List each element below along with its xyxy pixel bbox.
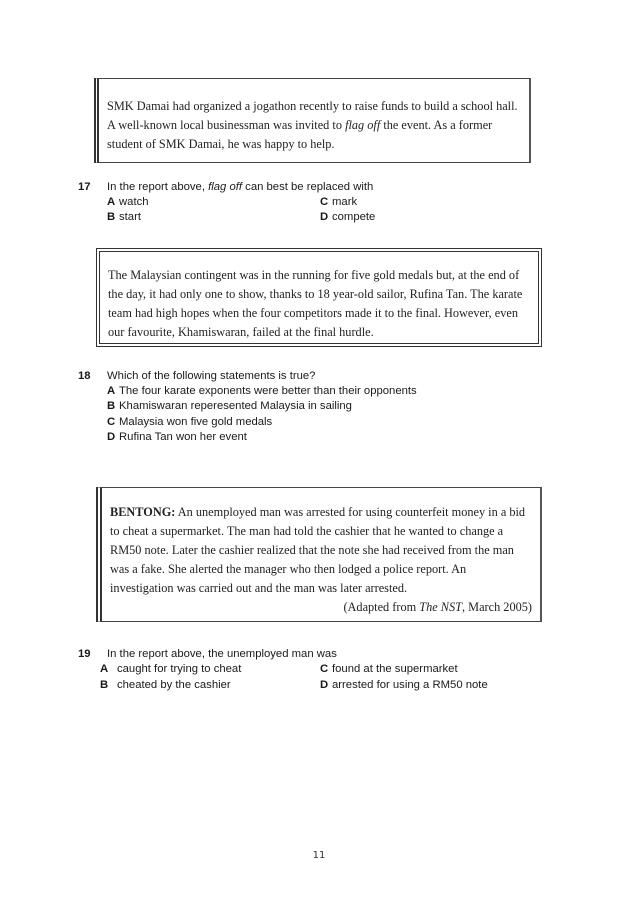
option-b[interactable]: B start bbox=[107, 211, 141, 223]
flag-off-phrase: flag off bbox=[345, 118, 381, 132]
passage-jogathon-text: SMK Damai had organized a jogathon recently to raise funds to build a school hall. A well-known local businessman was invited to flag off the event. As a former student of SMK Damai, he was happy to help. bbox=[107, 99, 518, 151]
option-d[interactable]: D arrested for using a RM50 note bbox=[320, 679, 488, 691]
option-d[interactable]: D Rufina Tan won her event bbox=[107, 431, 247, 443]
question-number: 19 bbox=[78, 648, 91, 660]
option-c[interactable]: C mark bbox=[320, 196, 358, 208]
option-b[interactable]: B cheated by the cashier bbox=[100, 679, 231, 691]
option-d[interactable]: D compete bbox=[320, 211, 376, 223]
question-number: 17 bbox=[78, 181, 91, 193]
question-stem: In the report above, flag off can best be replaced with bbox=[107, 181, 374, 193]
question-number: 18 bbox=[78, 370, 91, 382]
passage-source: (Adapted from The NST, March 2005) bbox=[343, 600, 532, 614]
dateline: BENTONG: bbox=[110, 505, 176, 519]
passage-malaysian-contingent bbox=[96, 248, 542, 347]
option-a[interactable]: A caught for trying to cheat bbox=[100, 663, 242, 675]
option-c[interactable]: C found at the supermarket bbox=[320, 663, 458, 675]
question-18 bbox=[0, 369, 638, 449]
passage-malaysian-contingent-text: The Malaysian contingent was in the running for five gold medals but, at the end of the day, it had only one to show, thanks to 18 year-old sailor, Rufina Tan. The karate team had high hopes when the four competitors made it to the final. However, even our favourite, Khamiswaran, failed at the final hurdle. bbox=[108, 268, 523, 339]
page-number: 11 bbox=[312, 850, 326, 861]
question-stem: In the report above, the unemployed man was bbox=[107, 648, 337, 660]
passage-bentong-report bbox=[96, 487, 542, 622]
option-c[interactable]: C Malaysia won five gold medals bbox=[107, 416, 273, 428]
option-a[interactable]: A watch bbox=[107, 196, 149, 208]
question-17 bbox=[0, 180, 638, 230]
option-a[interactable]: A The four karate exponents were better than their opponents bbox=[107, 385, 417, 397]
passage-jogathon bbox=[94, 78, 531, 163]
question-stem: Which of the following statements is true? bbox=[107, 370, 316, 382]
passage-bentong-text: BENTONG: An unemployed man was arrested for using counterfeit money in a bid to cheat a supermarket. The man had told the cashier that he wanted to change a RM50 note. Later the cashier realized that the note she had received from the man was a fake. She alerted the manager who then lodged a police report. An investigation was carried out and the man was later arrested. bbox=[110, 505, 526, 595]
question-19 bbox=[0, 647, 638, 697]
option-b[interactable]: B Khamiswaran reperesented Malaysia in sailing bbox=[107, 400, 352, 412]
